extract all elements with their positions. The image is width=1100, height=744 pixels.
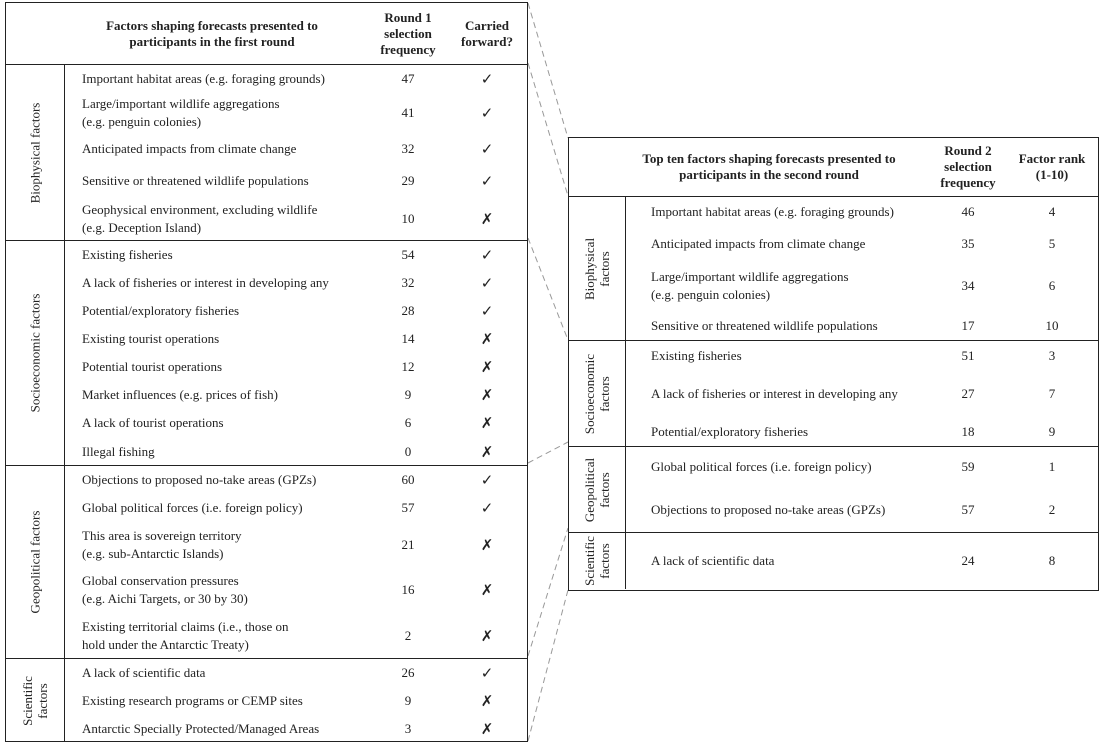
- frequency-value: 46: [961, 204, 975, 219]
- group-label: Geopolitical factors: [582, 457, 612, 522]
- table-row: [569, 533, 1098, 589]
- carried-forward-mark: ✗: [480, 627, 494, 645]
- frequency-value: 18: [961, 424, 975, 439]
- carried-forward-mark: ✓: [480, 246, 494, 264]
- table-row: [6, 567, 527, 613]
- factor-cell: [651, 447, 921, 487]
- round1-header-factor: Factors shaping forecasts presented to participants in the first round: [106, 17, 318, 49]
- factor-cell: [82, 353, 372, 381]
- round2-group-geopolitical-factors: [569, 447, 1098, 533]
- group-label: Socioeconomic factors: [582, 353, 612, 434]
- table-row: [569, 487, 1098, 533]
- factor-text: Existing fisheries: [651, 348, 742, 363]
- factor-cell: [82, 381, 372, 409]
- frequency-value: 26: [401, 665, 415, 680]
- table-row: [6, 613, 527, 659]
- factor-cell: [82, 132, 372, 166]
- table-row: [6, 241, 527, 269]
- table-row: [569, 417, 1098, 447]
- frequency-value: 41: [401, 104, 415, 120]
- factor-text: A lack of scientific data: [651, 553, 775, 568]
- table-row: [6, 687, 527, 715]
- factor-rank-value: 2: [1048, 502, 1056, 517]
- factor-text: Sensitive or threatened wildlife populations: [82, 173, 309, 188]
- round1-group-geopolitical-factors: [6, 466, 527, 659]
- carried-forward-mark: ✓: [480, 172, 494, 190]
- round1-header: [6, 3, 527, 65]
- factor-text: Potential/exploratory fisheries: [651, 424, 809, 439]
- connector-geopolitical: [528, 528, 568, 656]
- round2-group-biophysical-factors: [569, 197, 1098, 341]
- factor-cell: [82, 93, 372, 132]
- carried-forward-mark: ✓: [480, 103, 494, 122]
- frequency-value: 54: [401, 247, 415, 262]
- factor-text: Existing territorial claims (i.e., those on hold under the Antarctic Treaty): [82, 619, 289, 652]
- factor-cell: [82, 522, 372, 567]
- factor-text: This area is sovereign territory (e.g. sub-Antarctic Islands): [82, 527, 242, 561]
- factor-text: Anticipated impacts from climate change: [651, 236, 866, 251]
- carried-forward-mark: ✓: [480, 274, 494, 292]
- factor-cell: [82, 196, 372, 241]
- carried-forward-mark: ✓: [480, 70, 494, 88]
- frequency-value: 57: [401, 500, 415, 515]
- frequency-value: 14: [401, 331, 415, 346]
- carried-forward-mark: ✗: [480, 581, 494, 599]
- table-row: [569, 447, 1098, 487]
- connector-header-bottom: [528, 63, 568, 196]
- table-row: [569, 261, 1098, 311]
- table-row: [6, 65, 527, 93]
- factor-cell: [651, 227, 921, 261]
- factor-text: Anticipated impacts from climate change: [82, 141, 297, 156]
- factor-cell: [651, 417, 921, 447]
- frequency-value: 17: [961, 318, 975, 333]
- group-label: Scientific factors: [582, 536, 612, 586]
- factor-text: Existing research programs or CEMP sites: [82, 693, 303, 708]
- factor-cell: [82, 687, 372, 715]
- table-row: [6, 381, 527, 409]
- table-row: [6, 494, 527, 522]
- factor-cell: [82, 241, 372, 269]
- carried-forward-mark: ✓: [480, 302, 494, 320]
- carried-forward-mark: ✗: [480, 442, 494, 461]
- table-row: [6, 466, 527, 494]
- factor-text: Large/important wildlife aggregations (e.g. penguin colonies): [82, 95, 280, 129]
- frequency-value: 9: [404, 693, 412, 708]
- frequency-value: 9: [404, 387, 412, 402]
- factor-cell: [82, 659, 372, 687]
- round1-table: [5, 2, 528, 742]
- factor-text: Large/important wildlife aggregations (e.g. penguin colonies): [651, 269, 849, 302]
- frequency-value: 29: [401, 173, 415, 188]
- frequency-value: 60: [401, 472, 415, 487]
- factor-text: Geophysical environment, excluding wildlife (e.g. Deception Island): [82, 201, 318, 235]
- frequency-value: 10: [401, 210, 415, 226]
- factor-cell: [82, 494, 372, 522]
- table-row: [569, 197, 1098, 227]
- factor-text: Existing tourist operations: [82, 331, 220, 346]
- connector-socioeconomic: [528, 442, 568, 463]
- carried-forward-mark: ✗: [480, 386, 494, 404]
- factor-text: Global conservation pressures (e.g. Aichi Targets, or 30 by 30): [82, 573, 248, 606]
- frequency-value: 35: [961, 236, 975, 251]
- frequency-value: 28: [401, 303, 415, 318]
- factor-cell: [651, 371, 921, 417]
- factor-cell: [82, 567, 372, 613]
- round1-group-socioeconomic-factors: [6, 241, 527, 466]
- frequency-value: 47: [401, 71, 415, 86]
- factor-text: Existing fisheries: [82, 247, 173, 262]
- factor-text: Potential/exploratory fisheries: [82, 303, 240, 318]
- factor-cell: [651, 487, 921, 533]
- table-row: [6, 437, 527, 466]
- factor-cell: [82, 297, 372, 325]
- frequency-value: 6: [404, 415, 412, 430]
- table-row: [6, 166, 527, 196]
- frequency-value: 24: [961, 553, 975, 568]
- carried-forward-mark: ✓: [480, 664, 494, 682]
- frequency-value: 32: [401, 141, 415, 156]
- carried-forward-mark: ✓: [480, 140, 494, 158]
- factor-rank-value: 3: [1048, 348, 1056, 363]
- factor-text: Potential tourist operations: [82, 359, 223, 374]
- group-label: Geopolitical factors: [27, 510, 43, 614]
- table-row: [6, 297, 527, 325]
- factor-cell: [651, 311, 921, 341]
- factor-cell: [82, 269, 372, 297]
- round1-header-carried: Carried forward?: [461, 17, 513, 49]
- frequency-value: 0: [404, 443, 412, 459]
- factor-rank-value: 4: [1048, 204, 1056, 219]
- frequency-value: 3: [404, 720, 412, 736]
- frequency-value: 57: [961, 502, 975, 517]
- factor-text: Sensitive or threatened wildlife populations: [651, 318, 878, 333]
- table-row: [6, 93, 527, 132]
- round2-group-socioeconomic-factors: [569, 341, 1098, 447]
- table-row: [6, 269, 527, 297]
- factor-cell: [82, 715, 372, 742]
- factor-cell: [82, 325, 372, 353]
- frequency-value: 21: [401, 536, 415, 552]
- factor-text: Illegal fishing: [82, 443, 155, 459]
- group-label: Socioeconomic factors: [27, 293, 43, 413]
- carried-forward-mark: ✗: [480, 330, 494, 348]
- carried-forward-mark: ✗: [480, 209, 494, 228]
- factor-text: A lack of fisheries or interest in developing any: [651, 386, 898, 401]
- table-row: [569, 371, 1098, 417]
- carried-forward-mark: ✗: [480, 719, 494, 738]
- factor-cell: [82, 65, 372, 93]
- factor-rank-value: 1: [1048, 459, 1056, 474]
- table-row: [6, 325, 527, 353]
- carried-forward-mark: ✗: [480, 692, 494, 710]
- connector-header-top: [528, 3, 568, 138]
- factor-text: A lack of tourist operations: [82, 415, 224, 430]
- factor-cell: [651, 533, 921, 589]
- round2-group-scientific-factors: [569, 533, 1098, 589]
- table-row: [6, 353, 527, 381]
- table-row: [6, 196, 527, 241]
- connector-bottom: [528, 590, 568, 741]
- factor-cell: [82, 437, 372, 466]
- frequency-value: 59: [961, 459, 975, 474]
- factor-cell: [82, 166, 372, 196]
- factor-rank-value: 6: [1048, 278, 1056, 293]
- group-label: Scientific factors: [20, 675, 50, 726]
- table-row: [6, 522, 527, 567]
- group-label: Biophysical factors: [27, 102, 43, 203]
- carried-forward-mark: ✓: [480, 499, 494, 517]
- round2-table: [568, 137, 1099, 591]
- carried-forward-mark: ✓: [480, 471, 494, 489]
- table-row: [569, 227, 1098, 261]
- factor-rank-value: 10: [1045, 318, 1059, 333]
- table-row: [6, 715, 527, 742]
- table-row: [6, 132, 527, 166]
- factor-text: A lack of scientific data: [82, 665, 206, 680]
- carried-forward-mark: ✗: [480, 358, 494, 376]
- factor-text: Global political forces (i.e. foreign policy): [82, 500, 303, 515]
- factor-cell: [82, 409, 372, 437]
- frequency-value: 16: [401, 582, 415, 597]
- round2-header: [569, 138, 1098, 197]
- factor-text: Market influences (e.g. prices of fish): [82, 387, 279, 402]
- connector-biophysical: [528, 238, 568, 340]
- factor-rank-value: 9: [1048, 424, 1056, 439]
- frequency-value: 34: [961, 278, 975, 293]
- factor-rank-value: 8: [1048, 553, 1056, 568]
- factor-cell: [651, 197, 921, 227]
- frequency-value: 2: [404, 628, 412, 643]
- frequency-value: 51: [961, 348, 975, 363]
- table-row: [6, 409, 527, 437]
- table-row: [569, 341, 1098, 371]
- factor-text: Important habitat areas (e.g. foraging grounds): [651, 204, 894, 219]
- frequency-value: 32: [401, 275, 415, 290]
- table-row: [6, 659, 527, 687]
- round2-header-rank: Factor rank (1-10): [1018, 151, 1086, 182]
- frequency-value: 12: [401, 359, 415, 374]
- factor-text: Antarctic Specially Protected/Managed Areas: [82, 720, 320, 736]
- factor-cell: [651, 261, 921, 311]
- factor-text: Important habitat areas (e.g. foraging grounds): [82, 71, 325, 86]
- round1-group-scientific-factors: [6, 659, 527, 742]
- factor-text: A lack of fisheries or interest in developing any: [82, 275, 329, 290]
- table-row: [569, 311, 1098, 341]
- factor-rank-value: 5: [1048, 236, 1056, 251]
- round1-header-frequency: Round 1 selection frequency: [380, 9, 436, 57]
- factor-cell: [651, 341, 921, 371]
- round1-group-biophysical-factors: [6, 65, 527, 241]
- carried-forward-mark: ✗: [480, 414, 494, 432]
- factor-rank-value: 7: [1048, 386, 1056, 401]
- factor-cell: [82, 466, 372, 494]
- factor-cell: [82, 613, 372, 659]
- round2-header-frequency: Round 2 selection frequency: [940, 143, 996, 190]
- round2-header-factor: Top ten factors shaping forecasts presented to participants in the second round: [642, 151, 896, 182]
- group-label: Biophysical factors: [582, 237, 612, 300]
- frequency-value: 27: [961, 386, 975, 401]
- carried-forward-mark: ✗: [480, 535, 494, 554]
- factor-text: Objections to proposed no-take areas (GPZs): [651, 502, 886, 517]
- factor-text: Global political forces (i.e. foreign policy): [651, 459, 872, 474]
- factor-text: Objections to proposed no-take areas (GPZs): [82, 472, 317, 487]
